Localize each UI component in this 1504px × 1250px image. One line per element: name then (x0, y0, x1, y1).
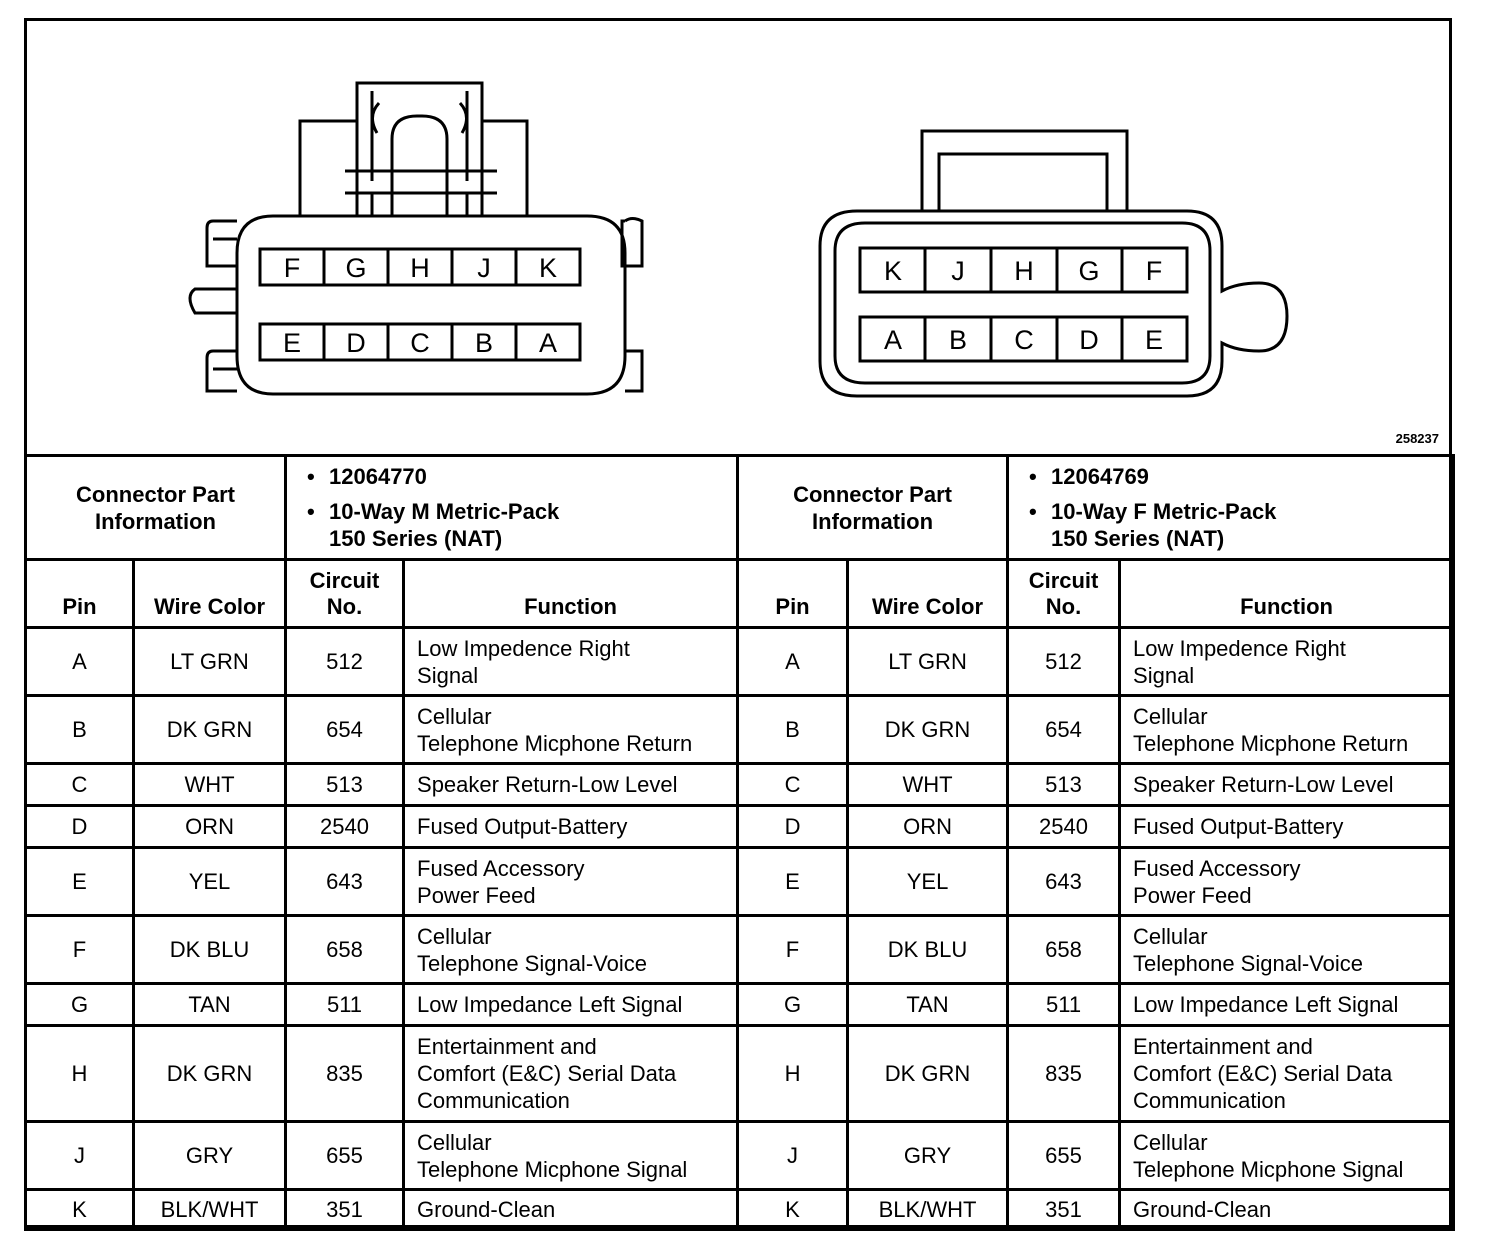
right-function-cell: Cellular Telephone Signal-Voice (1120, 916, 1454, 984)
left-pin-cell: K (26, 1190, 134, 1230)
right-function-cell: Ground-Clean (1120, 1190, 1454, 1230)
female-top-pin-5: F (1145, 256, 1163, 286)
right-circuit-cell: 655 (1008, 1122, 1120, 1190)
female-bottom-pin-1: A (883, 325, 903, 355)
right-function-cell: Fused Accessory Power Feed (1120, 848, 1454, 916)
right-part-series: 150 Series (NAT) (1051, 526, 1225, 551)
right-info-label: Connector Part Information (738, 456, 1008, 560)
male-top-pin-3: H (410, 253, 430, 283)
left-wire-cell: DK GRN (134, 1026, 286, 1122)
right-part-desc: 10-Way F Metric-Pack (1051, 499, 1277, 524)
right-wire-cell: LT GRN (848, 628, 1008, 696)
table-row (26, 916, 1454, 984)
left-pin-cell: C (26, 764, 134, 806)
female-bottom-pin-5: E (1144, 325, 1164, 355)
right-pin-cell: F (738, 916, 848, 984)
right-function-cell: Cellular Telephone Micphone Return (1120, 696, 1454, 764)
left-function-cell: Fused Output-Battery (404, 806, 738, 848)
right-wire-cell: ORN (848, 806, 1008, 848)
right-circuit-cell: 658 (1008, 916, 1120, 984)
left-wire-cell: GRY (134, 1122, 286, 1190)
female-top-pin-2: J (951, 256, 965, 286)
right-wire-cell: GRY (848, 1122, 1008, 1190)
left-wire-cell: BLK/WHT (134, 1190, 286, 1230)
right-function-cell: Low Impedance Left Signal (1120, 984, 1454, 1026)
male-top-pin-1: F (283, 253, 301, 283)
right-function-header: Function (1120, 560, 1454, 628)
table-row (26, 1122, 1454, 1190)
right-circuit-cell: 513 (1008, 764, 1120, 806)
left-wire-cell: DK GRN (134, 696, 286, 764)
table-row (26, 806, 1454, 848)
right-pin-cell: J (738, 1122, 848, 1190)
female-bottom-pin-2: B (948, 325, 968, 355)
male-bottom-pin-2: D (346, 328, 366, 358)
table-row (26, 696, 1454, 764)
female-top-pin-3: H (1014, 256, 1034, 286)
right-circuit-cell: 654 (1008, 696, 1120, 764)
left-function-cell: Fused Accessory Power Feed (404, 848, 738, 916)
left-wire-cell: LT GRN (134, 628, 286, 696)
right-circuit-cell: 511 (1008, 984, 1120, 1026)
male-top-pin-5: K (538, 253, 558, 283)
left-pin-cell: H (26, 1026, 134, 1122)
left-part-number: 12064770 (329, 464, 427, 489)
female-bottom-pin-4: D (1079, 325, 1099, 355)
left-pin-cell: A (26, 628, 134, 696)
left-circuit-header: Circuit No. (286, 560, 404, 628)
left-function-header: Function (404, 560, 738, 628)
left-part-desc: 10-Way M Metric-Pack (329, 499, 560, 524)
column-header-row (26, 560, 1454, 628)
right-wire-cell: WHT (848, 764, 1008, 806)
left-wire-cell: ORN (134, 806, 286, 848)
pin-rows (26, 628, 1454, 1230)
right-pin-cell: G (738, 984, 848, 1026)
right-part-info: • 12064769 • 10-Way F Metric-Pack 150 Series (NAT) (1008, 456, 1454, 560)
right-pin-cell: H (738, 1026, 848, 1122)
right-wire-cell: BLK/WHT (848, 1190, 1008, 1230)
right-circuit-cell: 835 (1008, 1026, 1120, 1122)
left-function-cell: Cellular Telephone Signal-Voice (404, 916, 738, 984)
right-function-cell: Fused Output-Battery (1120, 806, 1454, 848)
right-pin-header: Pin (738, 560, 848, 628)
right-function-cell: Low Impedence Right Signal (1120, 628, 1454, 696)
connector-sheet (24, 18, 1452, 1228)
right-function-cell: Speaker Return-Low Level (1120, 764, 1454, 806)
table-row (26, 984, 1454, 1026)
right-circuit-cell: 2540 (1008, 806, 1120, 848)
left-pin-cell: D (26, 806, 134, 848)
left-pin-cell: F (26, 916, 134, 984)
connector-info-row (26, 456, 1454, 560)
female-top-pin-1: K (883, 256, 903, 286)
female-top-pin-4: G (1078, 256, 1100, 286)
left-pin-header: Pin (26, 560, 134, 628)
right-wire-cell: DK BLU (848, 916, 1008, 984)
right-circuit-cell: 351 (1008, 1190, 1120, 1230)
left-circuit-cell: 643 (286, 848, 404, 916)
left-circuit-cell: 835 (286, 1026, 404, 1122)
left-circuit-cell: 513 (286, 764, 404, 806)
left-wire-cell: WHT (134, 764, 286, 806)
right-pin-cell: B (738, 696, 848, 764)
table-row (26, 764, 1454, 806)
left-circuit-cell: 511 (286, 984, 404, 1026)
left-wire-cell: DK BLU (134, 916, 286, 984)
male-top-pin-4: J (477, 253, 491, 283)
table-row (26, 1190, 1454, 1230)
right-pin-cell: E (738, 848, 848, 916)
left-circuit-cell: 351 (286, 1190, 404, 1230)
left-wire-color-header: Wire Color (134, 560, 286, 628)
right-pin-cell: C (738, 764, 848, 806)
left-wire-cell: TAN (134, 984, 286, 1026)
right-pin-cell: A (738, 628, 848, 696)
right-function-cell: Entertainment and Comfort (E&C) Serial Data Communication (1120, 1026, 1454, 1122)
right-pin-cell: K (738, 1190, 848, 1230)
connector-diagram (27, 21, 1449, 456)
male-bottom-pin-4: B (474, 328, 494, 358)
connector-drawings (27, 21, 1449, 456)
male-bottom-pin-3: C (410, 328, 430, 358)
figure-number: 258237 (1395, 431, 1439, 446)
left-pin-cell: E (26, 848, 134, 916)
right-part-number: 12064769 (1051, 464, 1149, 489)
left-function-cell: Low Impedance Left Signal (404, 984, 738, 1026)
right-wire-cell: DK GRN (848, 1026, 1008, 1122)
right-wire-cell: TAN (848, 984, 1008, 1026)
table-row (26, 1026, 1454, 1122)
left-function-cell: Low Impedence Right Signal (404, 628, 738, 696)
left-circuit-cell: 654 (286, 696, 404, 764)
right-wire-cell: YEL (848, 848, 1008, 916)
left-pin-cell: G (26, 984, 134, 1026)
connector-table (24, 454, 1455, 1231)
left-pin-cell: J (26, 1122, 134, 1190)
table-row (26, 848, 1454, 916)
right-circuit-cell: 643 (1008, 848, 1120, 916)
left-pin-cell: B (26, 696, 134, 764)
right-pin-cell: D (738, 806, 848, 848)
male-bottom-pin-1: E (282, 328, 302, 358)
left-function-cell: Cellular Telephone Micphone Return (404, 696, 738, 764)
left-wire-cell: YEL (134, 848, 286, 916)
male-top-pin-2: G (345, 253, 367, 283)
left-circuit-cell: 658 (286, 916, 404, 984)
right-wire-cell: DK GRN (848, 696, 1008, 764)
left-function-cell: Speaker Return-Low Level (404, 764, 738, 806)
right-function-cell: Cellular Telephone Micphone Signal (1120, 1122, 1454, 1190)
left-function-cell: Ground-Clean (404, 1190, 738, 1230)
left-function-cell: Cellular Telephone Micphone Signal (404, 1122, 738, 1190)
left-part-info: • 12064770 • 10-Way M Metric-Pack 150 Series (NAT) (286, 456, 738, 560)
table-row (26, 628, 1454, 696)
female-bottom-pin-3: C (1014, 325, 1034, 355)
male-bottom-pin-5: A (538, 328, 558, 358)
left-function-cell: Entertainment and Comfort (E&C) Serial Data Communication (404, 1026, 738, 1122)
right-wire-color-header: Wire Color (848, 560, 1008, 628)
left-part-series: 150 Series (NAT) (329, 526, 503, 551)
left-circuit-cell: 512 (286, 628, 404, 696)
left-info-label: Connector Part Information (26, 456, 286, 560)
left-circuit-cell: 2540 (286, 806, 404, 848)
right-circuit-header: Circuit No. (1008, 560, 1120, 628)
right-circuit-cell: 512 (1008, 628, 1120, 696)
left-circuit-cell: 655 (286, 1122, 404, 1190)
